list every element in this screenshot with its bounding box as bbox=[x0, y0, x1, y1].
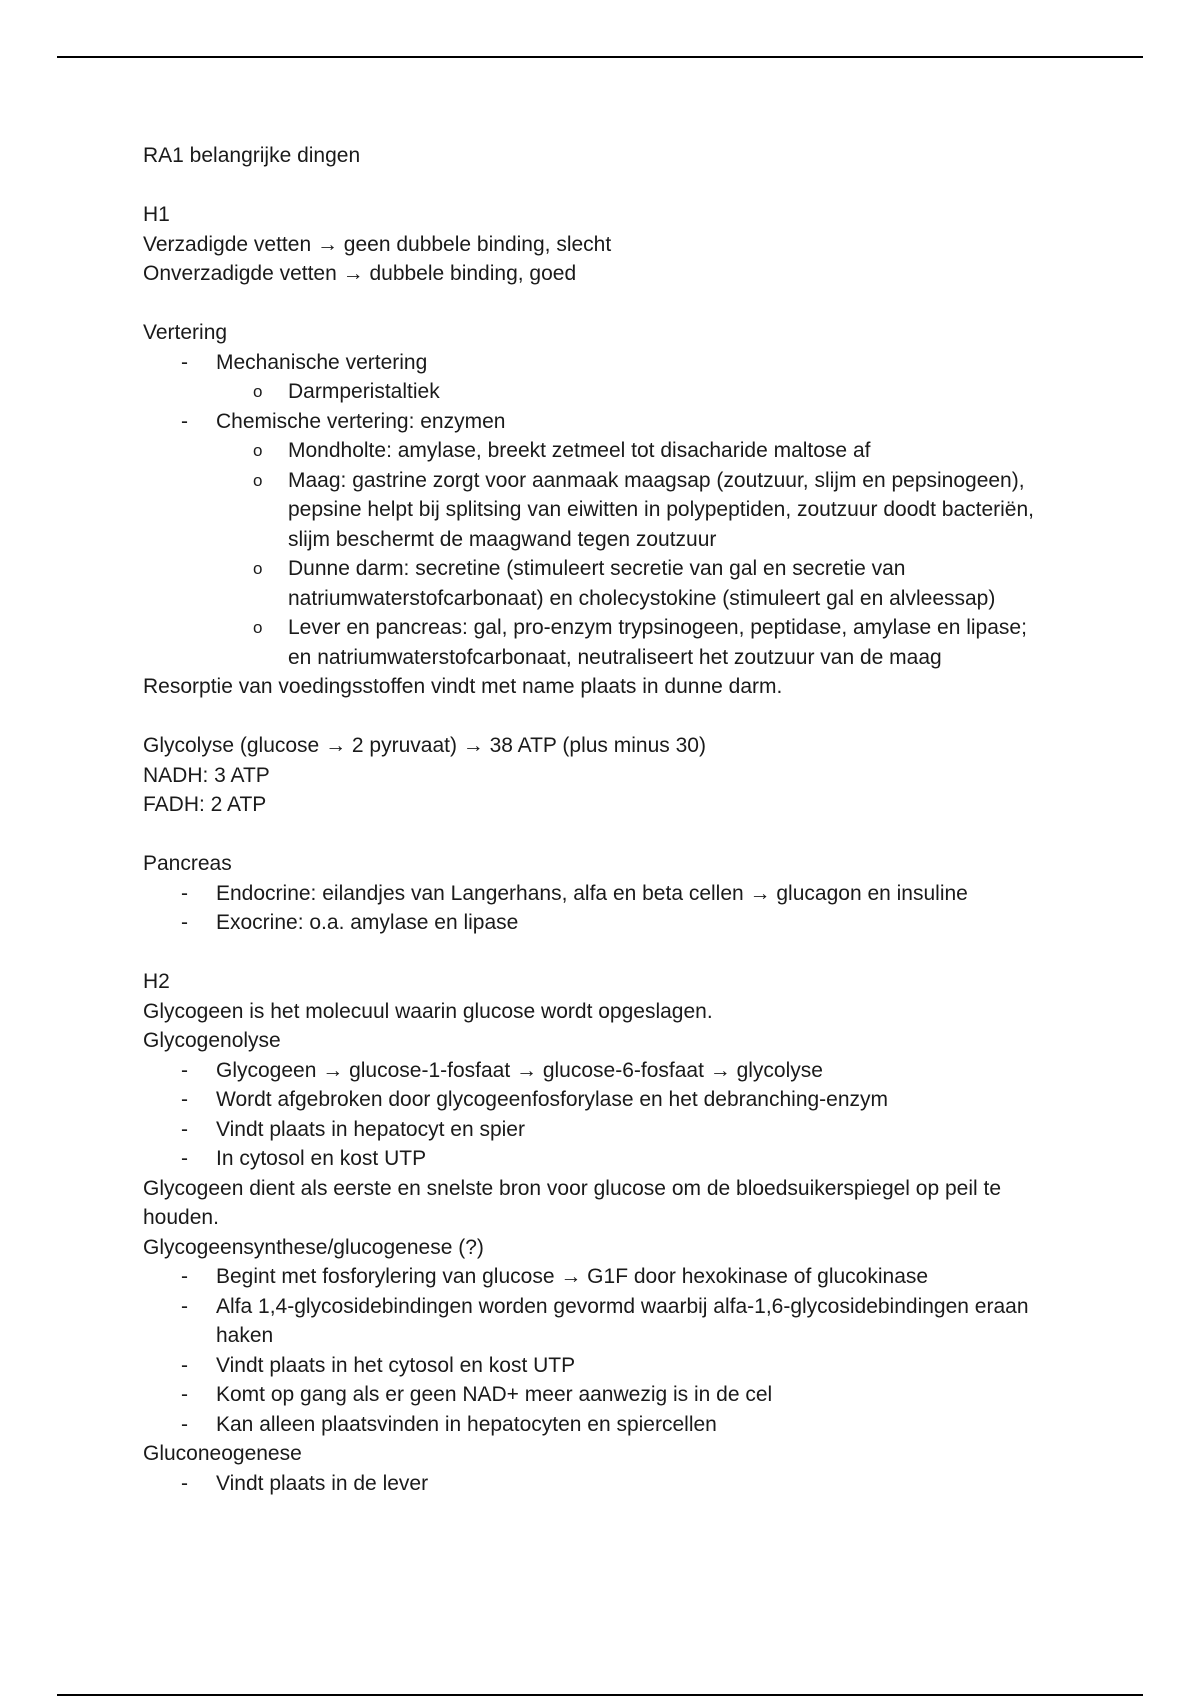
list-item: - Wordt afgebroken door glycogeenfosforylase en het debranching-enzym bbox=[143, 1085, 1053, 1115]
circle-bullet: o bbox=[253, 470, 263, 490]
sub-list-item: o Darmperistaltiek bbox=[143, 377, 1053, 407]
text-line: NADH: 3 ATP bbox=[143, 763, 270, 787]
dash-bullet: - bbox=[181, 409, 188, 433]
list-item: - Komt op gang als er geen NAD+ meer aanwezig is in de cel bbox=[143, 1380, 1053, 1410]
subheading-glycogenolyse: Glycogenolyse bbox=[143, 1029, 281, 1052]
sub-list-item: o Mondholte: amylase, breekt zetmeel tot disacharide maltose af bbox=[143, 436, 1053, 466]
list-item: - Mechanische vertering bbox=[143, 348, 1053, 378]
document-page bbox=[143, 141, 1053, 1498]
list-item: - Chemische vertering: enzymen bbox=[143, 407, 1053, 437]
circle-bullet: o bbox=[253, 559, 263, 578]
text-line: Glycolyse (glucose → 2 pyruvaat) → 38 ATP (plus minus 30) bbox=[143, 734, 706, 757]
text-line: Resorptie van voedingsstoffen vindt met name plaats in dunne darm. bbox=[143, 675, 783, 698]
list-item: - Begint met fosforylering van glucose → G1F door hexokinase of glucokinase bbox=[143, 1262, 1053, 1292]
text-line: Onverzadigde vetten → dubbele binding, goed bbox=[143, 262, 577, 285]
list-item: - Glycogeen → glucose-1-fosfaat → glucose-6-fosfaat → glycolyse bbox=[143, 1056, 1053, 1086]
dash-bullet: - bbox=[181, 1383, 188, 1406]
subheading-vertering: Vertering bbox=[143, 321, 228, 344]
section-heading-h1: H1 bbox=[143, 203, 170, 226]
dash-bullet: - bbox=[181, 1117, 188, 1141]
list-item: - Kan alleen plaatsvinden in hepatocyten en spiercellen bbox=[143, 1410, 1053, 1440]
document-title: RA1 belangrijke dingen bbox=[143, 144, 361, 167]
list-item: - Alfa 1,4-glycosidebindingen worden gevormd waarbij alfa-1,6-glycosidebindingen eraan haken bbox=[143, 1292, 1053, 1351]
sub-list-item: o Maag: gastrine zorgt voor aanmaak maagsap (zoutzuur, slijm en pepsinogeen), pepsine helpt bij splitsing van eiwitten in polypeptiden, zoutzuur doodt bacteriën, slijm beschermt de maagwand tegen zoutzuur bbox=[143, 466, 1053, 555]
header-rule bbox=[57, 56, 1143, 58]
text-line: Glycogeen dient als eerste en snelste bron voor glucose om de bloedsuikerspiegel op peil te houden. bbox=[143, 1176, 1002, 1229]
list-item: - Vindt plaats in hepatocyt en spier bbox=[143, 1115, 1053, 1145]
dash-bullet: - bbox=[181, 350, 188, 374]
circle-bullet: o bbox=[253, 441, 263, 460]
dash-bullet: - bbox=[181, 1471, 188, 1495]
circle-bullet: o bbox=[253, 618, 263, 637]
dash-bullet: - bbox=[181, 911, 188, 934]
list-item: - Vindt plaats in het cytosol en kost UTP bbox=[143, 1351, 1053, 1381]
section-heading-h2: H2 bbox=[143, 970, 170, 993]
list-item: - In cytosol en kost UTP bbox=[143, 1144, 1053, 1174]
dash-bullet: - bbox=[181, 1265, 188, 1288]
dash-bullet: - bbox=[181, 881, 188, 905]
footer-rule bbox=[57, 1694, 1143, 1696]
list-item: - Exocrine: o.a. amylase en lipase bbox=[143, 908, 1053, 938]
dash-bullet: - bbox=[181, 1294, 188, 1318]
list-item: - Vindt plaats in de lever bbox=[143, 1469, 1053, 1499]
dash-bullet: - bbox=[181, 1058, 188, 1082]
sub-list-item: o Lever en pancreas: gal, pro-enzym trypsinogeen, peptidase, amylase en lipase; en natriumwaterstofcarbonaat, neutraliseert het zoutzuur van de maag bbox=[143, 613, 1053, 672]
dash-bullet: - bbox=[181, 1088, 188, 1111]
subheading-pancreas: Pancreas bbox=[143, 852, 232, 875]
text-line: Verzadigde vetten → geen dubbele binding, slecht bbox=[143, 232, 612, 256]
text-line: FADH: 2 ATP bbox=[143, 793, 267, 816]
dash-bullet: - bbox=[181, 1412, 188, 1436]
list-item: - Endocrine: eilandjes van Langerhans, alfa en beta cellen → glucagon en insuline bbox=[143, 879, 1053, 909]
dash-bullet: - bbox=[181, 1353, 188, 1377]
subheading-gluconeogenese: Gluconeogenese bbox=[143, 1442, 302, 1465]
dash-bullet: - bbox=[181, 1147, 188, 1170]
subheading-glycogeensynthese: Glycogeensynthese/glucogenese (?) bbox=[143, 1235, 484, 1259]
circle-bullet: o bbox=[253, 382, 263, 401]
sub-list-item: o Dunne darm: secretine (stimuleert secretie van gal en secretie van natriumwaterstofcarbonaat) en cholecystokine (stimuleert gal en alvleessap) bbox=[143, 554, 1053, 613]
text-line: Glycogeen is het molecuul waarin glucose wordt opgeslagen. bbox=[143, 999, 713, 1023]
